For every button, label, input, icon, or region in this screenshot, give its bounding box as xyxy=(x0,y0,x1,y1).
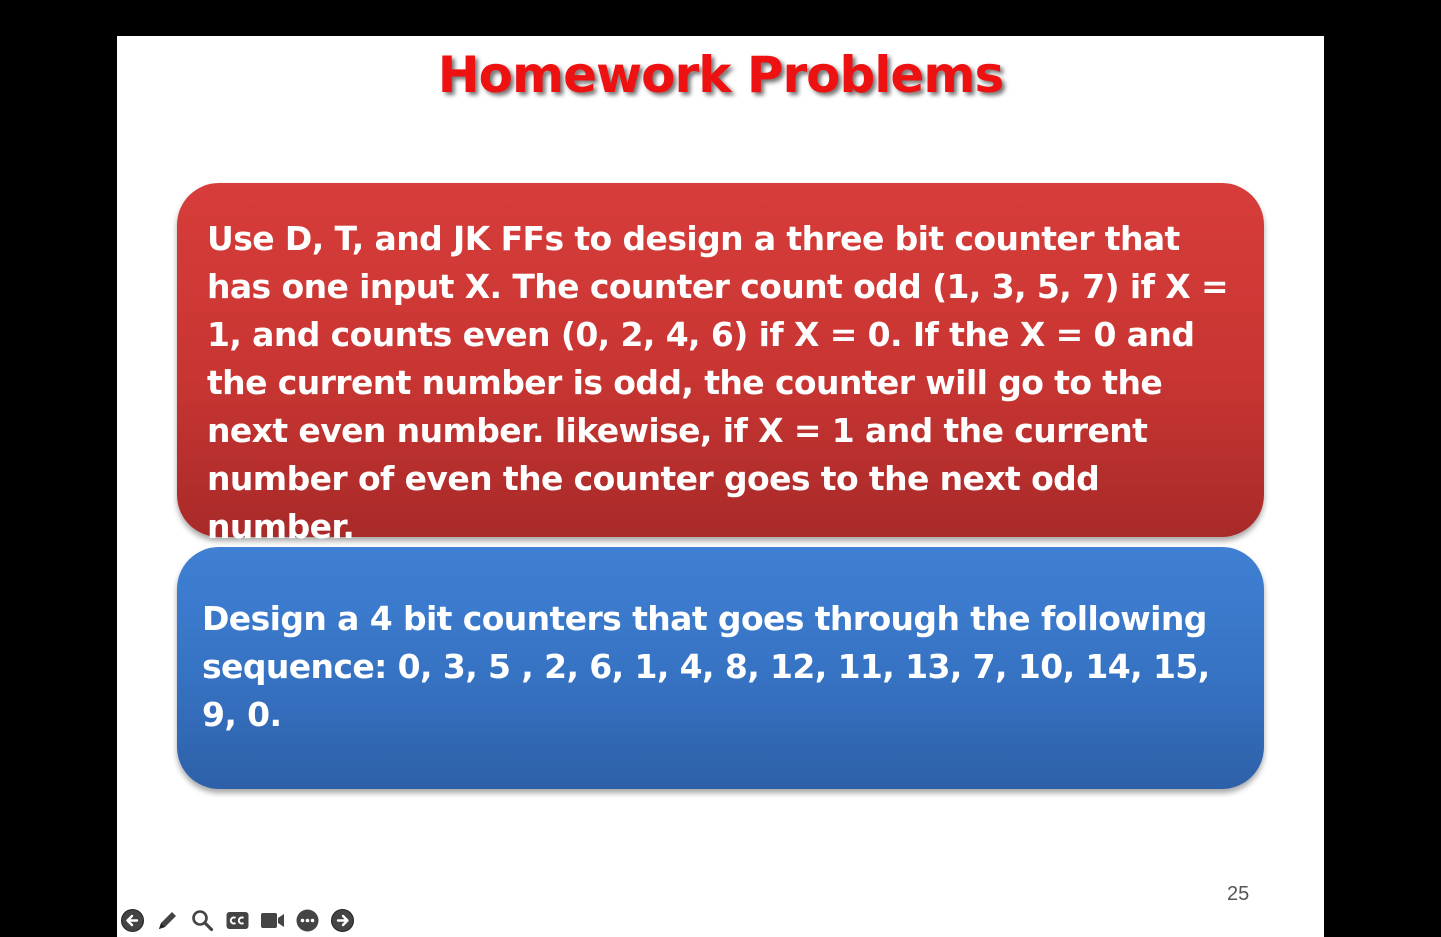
closed-caption-icon[interactable] xyxy=(225,908,250,933)
magnifier-icon[interactable] xyxy=(190,908,215,933)
more-options-icon[interactable] xyxy=(295,908,320,933)
problem-1-text: Use D, T, and JK FFs to design a three bit counter that has one input X. The counter count odd (1, 3, 5, 7) if X = 1, and counts even (0, 2, 4, 6) if X = 0. If the X = 0 and the current number is odd, the counter will go to the next even number. likewise, if X = 1 and the current number of even the counter goes to the next odd number. xyxy=(207,219,1239,546)
slide-title: Homework Problems xyxy=(437,46,1004,104)
pen-icon[interactable] xyxy=(155,908,180,933)
problem-2-text: Design a 4 bit counters that goes through the following sequence: 0, 3, 5 , 2, 6, 1, 4, 8, 12, 11, 13, 7, 10, 14, 15, 9, 0. xyxy=(202,599,1210,734)
video-camera-icon[interactable] xyxy=(260,908,285,933)
back-arrow-icon[interactable] xyxy=(120,908,145,933)
problem-2-box xyxy=(177,547,1264,789)
forward-arrow-icon[interactable] xyxy=(330,908,355,933)
slideshow-toolbar xyxy=(120,906,355,934)
problem-1-box xyxy=(177,183,1264,546)
slide xyxy=(117,36,1324,937)
page-number: 25 xyxy=(1227,883,1250,905)
